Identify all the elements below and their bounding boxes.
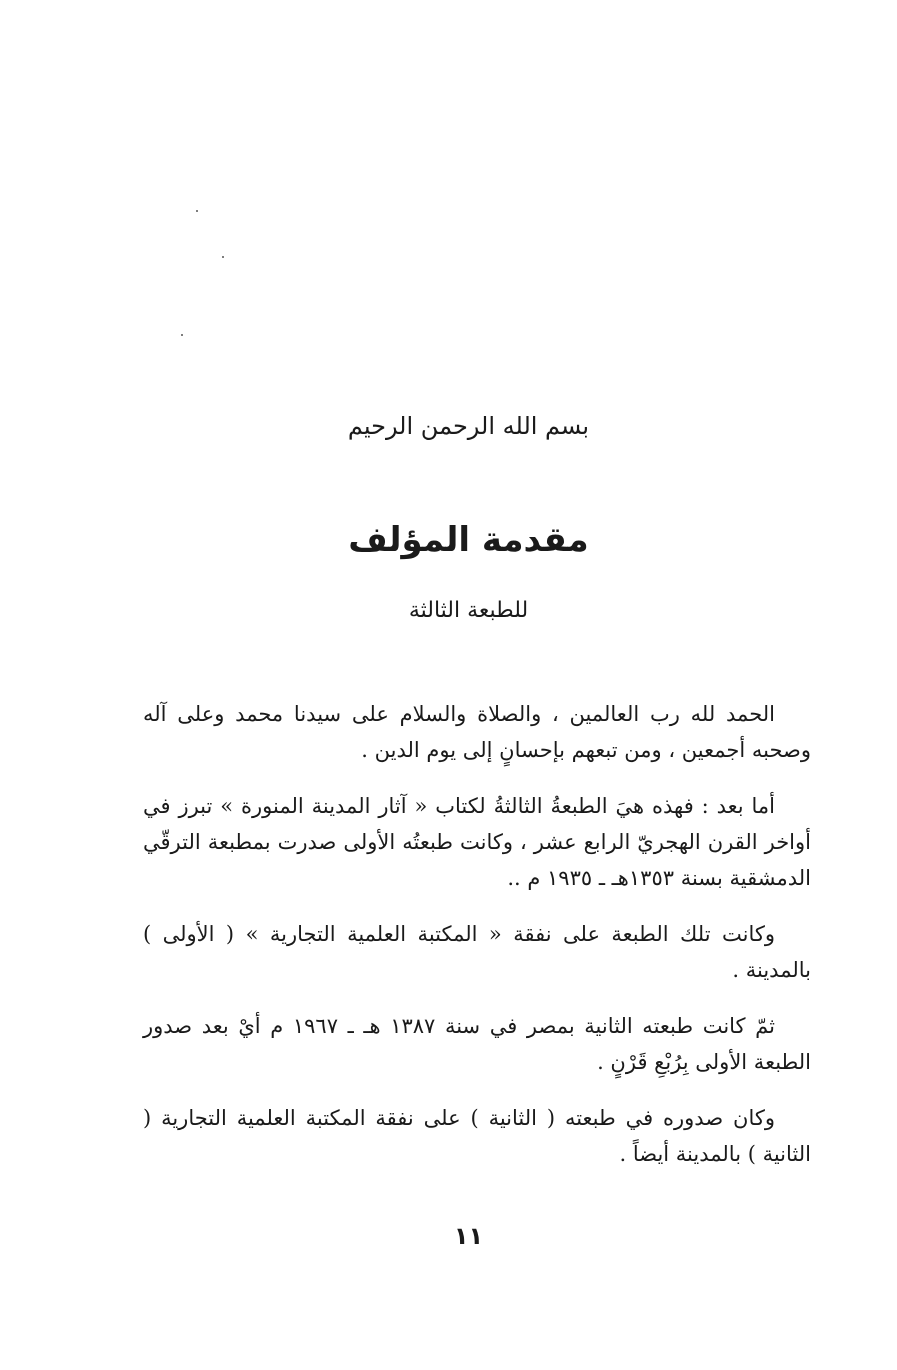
paragraph: أما بعد : فهذه هيَ الطبعةُ الثالثةُ لكتاب « آثار المدينة المنورة » تبرز في أواخر القرن الهجريّ الرابع عشر ، وكانت طبعتُه الأولى صدرت بمطبعة الترقّي الدمشقية بسنة ١٣٥٣هـ ـ ١٩٣٥ م .. [143,794,811,890]
page-title: مقدمة المؤلف [348,520,589,560]
page-number: ١١ [453,1222,484,1250]
paragraph: وكان صدوره في طبعته ( الثانية ) على نفقة المكتبة العلمية التجارية ( الثانية ) بالمدينة أيضاً . [143,1106,811,1166]
scan-speck [181,334,183,336]
body-text [143,696,811,1192]
paragraph: الحمد لله رب العالمين ، والصلاة والسلام على سيدنا محمد وعلى آله وصحبه أجمعين ، ومن تبعهم بإحسانٍ إلى يوم الدين . [143,702,811,762]
scan-speck [196,210,198,212]
basmala: بسم الله الرحمن الرحيم [347,412,590,440]
scan-speck [222,256,224,258]
page-subtitle: للطبعة الثالثة [408,598,529,623]
paragraph: وكانت تلك الطبعة على نفقة « المكتبة العلمية التجارية » ( الأولى ) بالمدينة . [143,922,811,982]
paragraph: ثمّ كانت طبعته الثانية بمصر في سنة ١٣٨٧ هـ ـ ١٩٦٧ م أيْ بعد صدور الطبعة الأولى بِرُبْعِ قَرْنٍ . [143,1014,811,1074]
